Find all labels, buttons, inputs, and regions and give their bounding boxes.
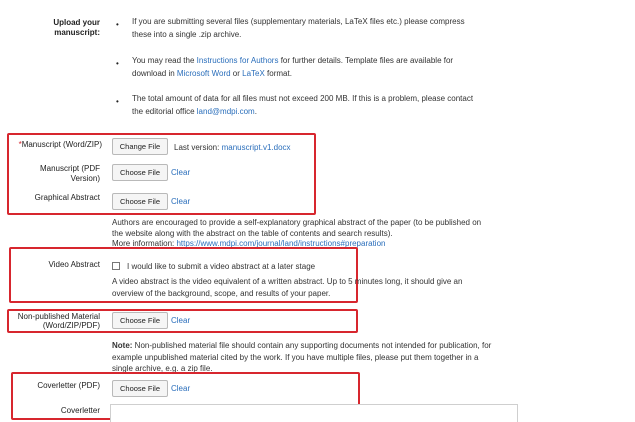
microsoft-word-template-link[interactable]: Microsoft Word (176, 68, 231, 78)
non-published-note (112, 340, 532, 375)
graphical-abstract-note-line1: Authors are encouraged to provide a self-explanatory graphical abstract of the paper (to be published on (112, 218, 482, 227)
graphical-abstract-label: Graphical Abstract (34, 193, 100, 202)
last-version-file-link[interactable]: manuscript.v1.docx (221, 143, 291, 152)
coverletter-label: Coverletter (60, 406, 100, 415)
bullet-2-line2-mid: or (230, 68, 243, 78)
bullet-2-line2 (132, 68, 602, 81)
non-published-note-line3: single archive, e.g. a zip file. (112, 364, 213, 373)
graphical-abstract-choose-file-button[interactable]: Choose File (112, 193, 168, 210)
video-abstract-label: Video Abstract (48, 260, 100, 269)
latex-template-link[interactable]: LaTeX (242, 68, 265, 78)
editorial-email-link[interactable]: land@mdpi.com (196, 106, 255, 116)
bullet-1-line2: these into a single .zip archive. (132, 29, 242, 39)
coverletter-pdf-choose-file-button[interactable]: Choose File (112, 380, 168, 397)
manuscript-pdf-clear-link[interactable]: Clear (171, 168, 191, 177)
upload-label-line2: manuscript: (54, 28, 100, 37)
non-published-label-line2: (Word/ZIP/PDF) (42, 321, 100, 330)
bullet-3-line1: The total amount of data for all files must not exceed 200 MB. If this is a problem, please contact (132, 94, 474, 103)
last-version-info (174, 143, 291, 152)
change-file-button[interactable]: Change File (112, 138, 168, 155)
manuscript-word-label-text: Manuscript (Word/ZIP) (21, 140, 102, 149)
bullet-2-line1 (132, 55, 602, 68)
bullet-icon: • (116, 20, 119, 29)
graphical-abstract-note (112, 218, 532, 250)
coverletter-pdf-label: Coverletter (PDF) (37, 381, 100, 390)
instructions-for-authors-link[interactable]: Instructions for Authors (196, 56, 279, 65)
bullet-2-line1-post: for further details. Template files are available for (278, 56, 454, 65)
bullet-3-line2-post: . (254, 106, 257, 116)
manuscript-pdf-choose-file-button[interactable]: Choose File (112, 164, 168, 181)
non-published-clear-link[interactable]: Clear (171, 316, 191, 325)
bullet-2-line1-pre: You may read the (132, 56, 197, 65)
bullet-3-line2 (132, 106, 602, 119)
manuscript-pdf-label-line2: Version) (70, 174, 100, 183)
upload-label-line1: Upload your (53, 18, 100, 27)
non-published-label (8, 312, 100, 330)
required-asterisk: * (18, 140, 22, 149)
bullet-3-line2-pre: the editorial office (132, 106, 197, 116)
video-abstract-note-line2: overview of the background, scope, and results of your paper. (112, 288, 331, 298)
video-abstract-checkbox[interactable] (112, 262, 120, 270)
upload-section-label (30, 18, 100, 38)
non-published-note-line2: example unpublished material cited by the work. If you have multiple files, please put them together in a (112, 352, 479, 362)
bullet-zip-archive (132, 16, 602, 41)
manuscript-word-label (8, 140, 102, 150)
manuscript-pdf-label (8, 164, 100, 184)
video-abstract-note-line1: A video abstract is the video equivalent of a written abstract. Up to 5 minutes long, it should give an (112, 277, 463, 286)
non-published-note-line1-text: Non-published material file should contain any supporting documents not intended for publication, for (132, 341, 492, 350)
graphical-abstract-clear-link[interactable]: Clear (171, 197, 191, 206)
coverletter-pdf-clear-link[interactable]: Clear (171, 384, 191, 393)
bullet-icon: • (116, 97, 119, 106)
instructions-preparation-link[interactable]: https://www.mdpi.com/journal/land/instructions#preparation (176, 239, 386, 248)
bullet-1-line1: If you are submitting several files (supplementary materials, LaTeX files etc.) please compress (132, 17, 465, 26)
graphical-abstract-note-line2: the website along with the abstract on the table of contents and search results). (112, 228, 393, 238)
bullet-icon: • (116, 59, 119, 68)
last-version-text: Last version: (174, 143, 220, 152)
note-bold-label: Note: (112, 341, 133, 350)
video-abstract-checkbox-label[interactable]: I would like to submit a video abstract at a later stage (127, 262, 316, 271)
bullet-instructions (132, 55, 602, 80)
non-published-label-line1: Non-published Material (17, 312, 100, 321)
non-published-choose-file-button[interactable]: Choose File (112, 312, 168, 329)
non-published-note-line1 (112, 340, 532, 352)
coverletter-textarea[interactable] (110, 404, 518, 422)
bullet-2-line2-pre: download in (132, 68, 177, 78)
manuscript-pdf-label-line1: Manuscript (PDF (39, 164, 100, 173)
video-abstract-note (112, 276, 532, 299)
more-information-text: More information: (112, 239, 177, 248)
bullet-size-limit (132, 93, 602, 118)
bullet-2-line2-post: format. (264, 68, 292, 78)
